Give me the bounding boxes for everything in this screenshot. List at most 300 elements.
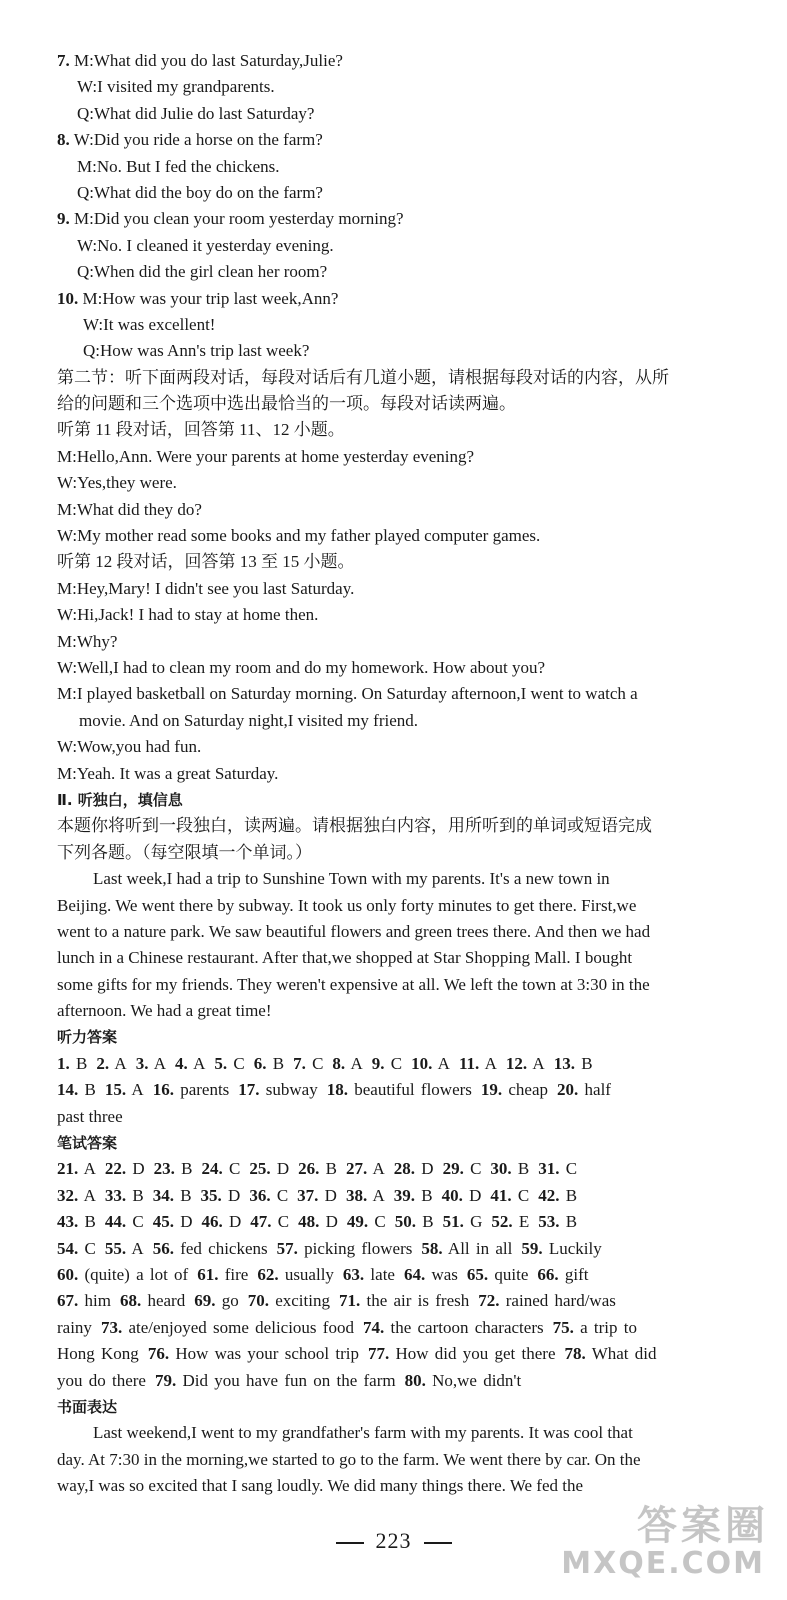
answer-number: 52. bbox=[491, 1212, 513, 1232]
answer-item bbox=[201, 1212, 241, 1231]
answer-value: D bbox=[132, 1159, 145, 1179]
answer-value: quite bbox=[494, 1264, 529, 1284]
dialogue-line: movie. And on Saturday night,I visited my friend. bbox=[79, 710, 419, 730]
answer-value: ate/enjoyed some delicious food bbox=[128, 1317, 354, 1337]
answer-item bbox=[411, 1054, 450, 1073]
answer-value: C bbox=[233, 1053, 245, 1073]
answer-number: 18. bbox=[326, 1080, 348, 1100]
dialogue-line: M:Yeah. It was a great Saturday. bbox=[57, 763, 279, 783]
answer-value: D bbox=[276, 1159, 290, 1179]
dialogue-line: M:I played basketball on Saturday morning. On Saturday afternoon,I went to watch a bbox=[57, 684, 638, 704]
answer-value: B bbox=[581, 1053, 593, 1073]
dialogue-heading: 听第 11 段对话，回答第 11、12 小题。 bbox=[57, 420, 345, 440]
answer-item bbox=[332, 1054, 362, 1073]
answer-value: picking flowers bbox=[304, 1238, 413, 1258]
answer-number: 71. bbox=[338, 1291, 361, 1311]
answer-number: 3. bbox=[135, 1053, 149, 1073]
answer-value: C bbox=[312, 1053, 324, 1073]
answer-item bbox=[250, 1212, 289, 1231]
answer-item bbox=[565, 1344, 657, 1363]
answer-value: (quite) a lot of bbox=[84, 1264, 189, 1284]
dialogue-line: Q:What did the boy do on the farm? bbox=[77, 182, 323, 202]
answer-value: usually bbox=[284, 1264, 334, 1284]
watermark-cn: 答案圈 bbox=[637, 1503, 769, 1549]
dialogue-9 bbox=[57, 206, 729, 285]
answer-value: All in all bbox=[447, 1238, 513, 1258]
answer-number: 22. bbox=[104, 1159, 127, 1179]
answer-number: 1. bbox=[57, 1053, 70, 1073]
answer-value: A bbox=[131, 1238, 144, 1258]
answer-value: fire bbox=[224, 1264, 249, 1284]
answer-item bbox=[57, 1239, 96, 1258]
answer-number: 67. bbox=[57, 1291, 79, 1311]
dialogue-line: W:Yes,they were. bbox=[57, 473, 177, 493]
answer-item bbox=[491, 1212, 529, 1231]
answer-value: C bbox=[517, 1185, 530, 1205]
answer-value: What did bbox=[591, 1344, 657, 1364]
monologue-line: some gifts for my friends. They weren't expensive at all. We left the town at 3:30 in the bbox=[57, 974, 650, 994]
answer-item bbox=[57, 1212, 96, 1231]
answer-value: D bbox=[324, 1185, 337, 1205]
answer-number: 16. bbox=[152, 1080, 174, 1100]
answer-item bbox=[153, 1080, 230, 1099]
answer-value: Luckily bbox=[548, 1238, 602, 1258]
answer-continuation: past three bbox=[57, 1106, 123, 1126]
answer-value: B bbox=[421, 1185, 433, 1205]
answer-item bbox=[443, 1159, 482, 1178]
answer-item bbox=[521, 1239, 601, 1258]
answer-number: 30. bbox=[490, 1159, 512, 1179]
answer-number: 8. bbox=[332, 1053, 346, 1073]
answer-number: 58. bbox=[421, 1238, 443, 1258]
answer-item bbox=[537, 1265, 588, 1284]
answer-number: 69. bbox=[194, 1291, 216, 1311]
answer-number: 2. bbox=[96, 1053, 110, 1073]
dialogue-line: W:Wow,you had fun. bbox=[57, 737, 202, 757]
answer-number: 35. bbox=[200, 1185, 222, 1205]
answer-number: 27. bbox=[345, 1159, 368, 1179]
dialogue-7 bbox=[57, 48, 729, 127]
dialogue-line: Q:What did Julie do last Saturday? bbox=[77, 103, 315, 123]
answer-value: beautiful flowers bbox=[354, 1080, 472, 1100]
answer-value: C bbox=[132, 1212, 144, 1232]
dialogue-heading: 听第 12 段对话，回答第 13 至 15 小题。 bbox=[57, 552, 355, 572]
answer-number: 57. bbox=[276, 1238, 298, 1258]
answer-value: a trip to bbox=[580, 1317, 637, 1337]
answer-number: 9. bbox=[371, 1053, 385, 1073]
answer-item bbox=[153, 1186, 192, 1205]
answer-value: A bbox=[83, 1185, 96, 1205]
item-number: 8. bbox=[57, 130, 70, 150]
answer-number: 55. bbox=[104, 1238, 127, 1258]
dialogue-line: M:No. But I fed the chickens. bbox=[77, 156, 280, 176]
answer-item bbox=[201, 1159, 240, 1178]
answer-number: 49. bbox=[346, 1212, 369, 1232]
answer-item bbox=[57, 1080, 96, 1099]
part-intro: 本题你将听到一段独白，读两遍。请根据独白内容，用所听到的单词或短语完成 bbox=[57, 816, 652, 836]
answer-item bbox=[467, 1265, 529, 1284]
written-answers bbox=[57, 1130, 729, 1394]
answer-value: B bbox=[84, 1080, 96, 1100]
answer-value: B bbox=[76, 1053, 88, 1073]
answer-item bbox=[538, 1186, 577, 1205]
answer-value: subway bbox=[265, 1080, 318, 1100]
monologue-line: Beijing. We went there by subway. It took us only forty minutes to get there. First,we bbox=[57, 895, 637, 915]
answer-item bbox=[175, 1054, 205, 1073]
answer-number: 23. bbox=[153, 1159, 175, 1179]
answer-value: B bbox=[517, 1159, 530, 1179]
answer-number: 5. bbox=[214, 1053, 228, 1073]
part-intro: 下列各题。（每空限填一个单词。） bbox=[57, 842, 312, 862]
answer-number: 32. bbox=[57, 1185, 79, 1205]
answer-item bbox=[57, 1291, 111, 1310]
answer-value: rainy bbox=[57, 1317, 92, 1337]
dialogue-line: W:Did you ride a horse on the farm? bbox=[73, 130, 323, 150]
answer-value: fed chickens bbox=[180, 1238, 268, 1258]
answer-number: 51. bbox=[442, 1212, 464, 1232]
answer-number: 42. bbox=[538, 1185, 560, 1205]
answer-item bbox=[105, 1080, 144, 1099]
answer-number: 75. bbox=[552, 1317, 574, 1337]
answer-value: was bbox=[431, 1264, 458, 1284]
answer-item bbox=[327, 1080, 472, 1099]
answer-line bbox=[57, 1209, 729, 1235]
dialogue-line: W:It was excellent! bbox=[83, 314, 216, 334]
answer-item bbox=[293, 1054, 323, 1073]
watermark-en: MXQE.COM bbox=[561, 1546, 765, 1581]
answer-value: C bbox=[277, 1212, 290, 1232]
answer-value: B bbox=[422, 1212, 434, 1232]
answer-value: cheap bbox=[508, 1080, 549, 1100]
item-number: 10. bbox=[57, 288, 79, 308]
answer-item bbox=[96, 1054, 126, 1073]
answer-value: A bbox=[193, 1053, 206, 1073]
answer-number: 64. bbox=[403, 1264, 426, 1284]
dialogue-10 bbox=[57, 286, 729, 365]
watermark-logo bbox=[561, 1482, 777, 1592]
answer-value: the cartoon characters bbox=[390, 1317, 544, 1337]
answer-item bbox=[136, 1054, 166, 1073]
answer-value: D bbox=[228, 1212, 242, 1232]
answer-number: 7. bbox=[293, 1053, 306, 1073]
answer-item bbox=[553, 1318, 637, 1337]
answer-item bbox=[57, 1186, 96, 1205]
dash-left bbox=[336, 1542, 364, 1544]
answer-item bbox=[101, 1318, 354, 1337]
answer-number: 39. bbox=[393, 1185, 416, 1205]
answer-number: 50. bbox=[394, 1212, 416, 1232]
answer-number: 73. bbox=[100, 1317, 123, 1337]
answer-item bbox=[404, 1265, 458, 1284]
answer-value: Did you have fun on the farm bbox=[182, 1370, 396, 1390]
answer-item bbox=[57, 1054, 87, 1073]
answer-item bbox=[57, 1159, 96, 1178]
answer-item bbox=[120, 1291, 185, 1310]
answer-line bbox=[57, 1236, 729, 1262]
dialogue-line: W:No. I cleaned it yesterday evening. bbox=[77, 235, 334, 255]
page-content bbox=[57, 48, 729, 1499]
answer-number: 60. bbox=[57, 1264, 79, 1284]
answer-value: C bbox=[390, 1053, 403, 1073]
monologue-line: lunch in a Chinese restaurant. After that,we shopped at Star Shopping Mall. I bought bbox=[57, 948, 633, 968]
part-2 bbox=[57, 787, 729, 1025]
answer-item bbox=[153, 1239, 268, 1258]
answer-line bbox=[57, 1368, 729, 1394]
answer-number: 44. bbox=[104, 1212, 127, 1232]
section-intro: 第二节：听下面两段对话，每段对话后有几道小题，请根据每段对话的内容，从所 bbox=[57, 367, 669, 387]
answer-number: 45. bbox=[152, 1212, 174, 1232]
answer-item bbox=[57, 1318, 92, 1337]
answer-value: B bbox=[325, 1159, 337, 1179]
answer-value: D bbox=[469, 1185, 482, 1205]
answer-number: 68. bbox=[119, 1291, 142, 1311]
writing-line: day. At 7:30 in the morning,we started to go to the farm. We went there by car. On the bbox=[57, 1449, 641, 1469]
answer-number: 11. bbox=[458, 1053, 480, 1073]
dialogue-line: M:Hello,Ann. Were your parents at home yesterday evening? bbox=[57, 446, 475, 466]
answer-value: late bbox=[370, 1264, 395, 1284]
dialogue-line: M:Why? bbox=[57, 631, 118, 651]
answer-value: G bbox=[470, 1212, 483, 1232]
monologue-line: Last week,I had a trip to Sunshine Town with my parents. It's a new town in bbox=[93, 869, 610, 889]
monologue-line: went to a nature park. We saw beautiful flowers and green trees there. And then we had bbox=[57, 921, 651, 941]
answer-number: 28. bbox=[393, 1159, 416, 1179]
dialogue-line: M:What did they do? bbox=[57, 499, 202, 519]
answer-value: A bbox=[532, 1053, 545, 1073]
dialogue-line: M:Hey,Mary! I didn't see you last Saturday. bbox=[57, 578, 355, 598]
answer-item bbox=[249, 1186, 288, 1205]
answer-item bbox=[105, 1212, 144, 1231]
answer-value: B bbox=[272, 1053, 285, 1073]
section-intro: 给的问题和三个选项中选出最恰当的一项。每段对话读两遍。 bbox=[57, 394, 516, 414]
answer-number: 21. bbox=[57, 1159, 79, 1179]
answer-item bbox=[257, 1265, 334, 1284]
answer-number: 66. bbox=[537, 1264, 559, 1284]
answer-number: 4. bbox=[175, 1053, 188, 1073]
answer-line bbox=[57, 1262, 729, 1288]
answer-value: him bbox=[84, 1291, 111, 1311]
dialogue-line: W:Hi,Jack! I had to stay at home then. bbox=[57, 605, 319, 625]
answer-line bbox=[57, 1288, 729, 1314]
answer-number: 59. bbox=[521, 1238, 543, 1258]
item-number: 7. bbox=[57, 51, 70, 70]
answer-item bbox=[363, 1318, 544, 1337]
answer-value: B bbox=[565, 1212, 578, 1232]
answer-value: B bbox=[180, 1185, 192, 1205]
answer-item bbox=[201, 1186, 241, 1205]
answer-number: 19. bbox=[480, 1080, 503, 1100]
dialogue-line: Q:When did the girl clean her room? bbox=[77, 262, 328, 282]
answer-item bbox=[297, 1186, 337, 1205]
answer-number: 80. bbox=[404, 1370, 426, 1390]
answer-number: 33. bbox=[104, 1185, 127, 1205]
answer-number: 70. bbox=[247, 1291, 269, 1311]
answer-number: 38. bbox=[345, 1185, 368, 1205]
answer-item bbox=[394, 1186, 433, 1205]
answer-value: D bbox=[180, 1212, 193, 1232]
answer-item bbox=[346, 1159, 385, 1178]
answer-item bbox=[372, 1054, 402, 1073]
answer-number: 10. bbox=[411, 1053, 433, 1073]
answer-item bbox=[395, 1212, 434, 1231]
answer-item bbox=[105, 1159, 145, 1178]
page-number-text: 223 bbox=[375, 1528, 412, 1553]
answer-number: 31. bbox=[538, 1159, 560, 1179]
answer-item bbox=[442, 1186, 482, 1205]
answer-line bbox=[57, 1156, 729, 1182]
answers-heading: 笔试答案 bbox=[57, 1134, 118, 1153]
answer-number: 13. bbox=[553, 1053, 575, 1073]
answer-number: 53. bbox=[538, 1212, 560, 1232]
answer-number: 72. bbox=[478, 1291, 500, 1311]
answer-item bbox=[57, 1344, 139, 1363]
answer-value: the air is fresh bbox=[366, 1291, 470, 1311]
answer-item bbox=[506, 1054, 545, 1073]
answer-item bbox=[298, 1159, 337, 1178]
answer-item bbox=[490, 1159, 529, 1178]
answer-value: No,we didn't bbox=[432, 1370, 522, 1390]
answer-line bbox=[57, 1341, 729, 1367]
answer-value: E bbox=[518, 1212, 530, 1232]
answer-item bbox=[343, 1265, 395, 1284]
answer-value: A bbox=[437, 1053, 450, 1073]
answer-number: 17. bbox=[238, 1080, 260, 1100]
answer-number: 14. bbox=[57, 1080, 79, 1100]
dialogue-line: M:How was your trip last week,Ann? bbox=[82, 288, 339, 308]
answer-value: C bbox=[276, 1185, 289, 1205]
answer-value: heard bbox=[147, 1291, 186, 1311]
answer-number: 56. bbox=[152, 1238, 174, 1258]
answer-item bbox=[339, 1291, 469, 1310]
answer-item bbox=[557, 1080, 611, 1099]
answer-number: 63. bbox=[342, 1264, 365, 1284]
answer-value: B bbox=[84, 1212, 96, 1232]
writing-heading: 书面表达 bbox=[57, 1397, 118, 1416]
dialogue-line: W:My mother read some books and my father played computer games. bbox=[57, 526, 541, 546]
answer-item bbox=[148, 1344, 359, 1363]
answer-value: go bbox=[221, 1291, 239, 1311]
answer-item bbox=[459, 1054, 497, 1073]
answer-value: gift bbox=[564, 1264, 589, 1284]
answer-value: D bbox=[325, 1212, 338, 1232]
answer-number: 62. bbox=[257, 1264, 279, 1284]
answer-value: A bbox=[83, 1159, 96, 1179]
answer-item bbox=[538, 1159, 577, 1178]
answer-number: 26. bbox=[298, 1159, 320, 1179]
answer-item bbox=[347, 1212, 386, 1231]
answer-number: 65. bbox=[466, 1264, 489, 1284]
answer-value: D bbox=[421, 1159, 434, 1179]
answer-item bbox=[154, 1159, 193, 1178]
answer-number: 47. bbox=[250, 1212, 272, 1232]
answer-number: 15. bbox=[104, 1080, 127, 1100]
answer-number: 61. bbox=[197, 1264, 219, 1284]
answer-line bbox=[57, 1077, 729, 1103]
writing-line: Last weekend,I went to my grandfather's farm with my parents. It was cool that bbox=[93, 1423, 633, 1443]
answer-item bbox=[277, 1239, 413, 1258]
answer-item bbox=[538, 1212, 577, 1231]
answer-number: 36. bbox=[249, 1185, 271, 1205]
dash-right bbox=[424, 1542, 452, 1544]
answer-value: B bbox=[181, 1159, 193, 1179]
answer-value: Hong Kong bbox=[57, 1344, 139, 1364]
answer-number: 79. bbox=[154, 1370, 177, 1390]
answer-value: parents bbox=[180, 1080, 230, 1100]
answer-item bbox=[194, 1291, 239, 1310]
answer-value: A bbox=[484, 1053, 497, 1073]
dialogue-8 bbox=[57, 127, 729, 206]
answer-item bbox=[443, 1212, 483, 1231]
answer-number: 24. bbox=[201, 1159, 223, 1179]
answer-number: 40. bbox=[441, 1185, 463, 1205]
answer-number: 34. bbox=[152, 1185, 174, 1205]
answer-item bbox=[105, 1186, 144, 1205]
answer-value: How was your school trip bbox=[175, 1344, 359, 1364]
answer-number: 12. bbox=[505, 1053, 528, 1073]
answer-item bbox=[197, 1265, 248, 1284]
dialogue-line: W:I visited my grandparents. bbox=[77, 77, 275, 97]
answer-value: A bbox=[372, 1185, 385, 1205]
answer-value: A bbox=[372, 1159, 385, 1179]
answers-heading: 听力答案 bbox=[57, 1028, 118, 1047]
answer-value: B bbox=[565, 1185, 578, 1205]
answer-value: C bbox=[374, 1212, 386, 1232]
answer-number: 25. bbox=[249, 1159, 271, 1179]
answer-item bbox=[105, 1239, 144, 1258]
answer-value: A bbox=[350, 1053, 363, 1073]
answer-item bbox=[248, 1291, 330, 1310]
answer-value: C bbox=[470, 1159, 482, 1179]
section-2 bbox=[57, 365, 729, 787]
answer-number: 37. bbox=[297, 1185, 319, 1205]
answer-value: C bbox=[84, 1238, 96, 1258]
answer-item bbox=[298, 1212, 338, 1231]
answer-value: rained hard/was bbox=[505, 1291, 616, 1311]
dialogue-line: Q:How was Ann's trip last week? bbox=[83, 341, 310, 361]
answer-item bbox=[368, 1344, 556, 1363]
answer-item bbox=[481, 1080, 548, 1099]
answer-number: 41. bbox=[490, 1185, 512, 1205]
answer-number: 48. bbox=[298, 1212, 320, 1232]
answer-item bbox=[554, 1054, 593, 1073]
writing-line: way,I was so excited that I sang loudly. We did many things there. We fed the bbox=[57, 1476, 584, 1496]
answer-number: 43. bbox=[57, 1212, 79, 1232]
answer-item bbox=[346, 1186, 385, 1205]
answer-item bbox=[394, 1159, 434, 1178]
answer-value: exciting bbox=[275, 1291, 330, 1311]
answer-item bbox=[153, 1212, 193, 1231]
answer-number: 6. bbox=[253, 1053, 267, 1073]
item-number: 9. bbox=[57, 209, 70, 229]
part-heading: Ⅱ. 听独白，填信息 bbox=[57, 790, 183, 809]
answer-line bbox=[57, 1183, 729, 1209]
answer-item bbox=[155, 1371, 396, 1390]
listening-answers bbox=[57, 1024, 729, 1130]
dialogue-line: M:Did you clean your room yesterday morning? bbox=[74, 209, 404, 229]
answer-number: 54. bbox=[57, 1238, 79, 1258]
answer-item bbox=[249, 1159, 289, 1178]
answer-item bbox=[405, 1371, 522, 1390]
answer-value: A bbox=[114, 1053, 127, 1073]
answer-value: A bbox=[153, 1053, 167, 1073]
answer-item bbox=[57, 1371, 146, 1390]
answer-item bbox=[478, 1291, 616, 1310]
dialogue-line: W:Well,I had to clean my room and do my homework. How about you? bbox=[57, 657, 546, 677]
answer-value: A bbox=[131, 1080, 144, 1100]
answer-line bbox=[57, 1315, 729, 1341]
answer-number: 46. bbox=[201, 1212, 223, 1232]
answer-line bbox=[57, 1051, 729, 1077]
answer-item bbox=[490, 1186, 529, 1205]
